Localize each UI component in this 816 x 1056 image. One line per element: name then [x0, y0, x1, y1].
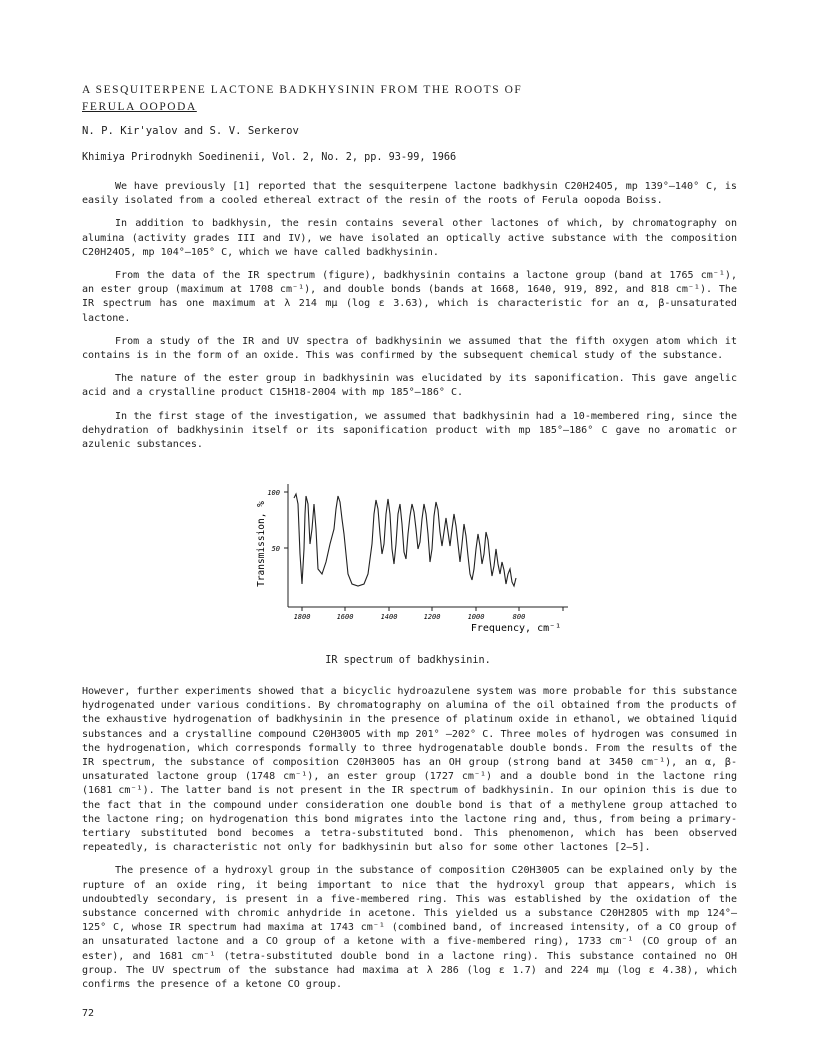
y-axis-label: Transmission, %	[256, 501, 267, 587]
x-axis	[288, 607, 568, 634]
x-tick-label: 1200	[423, 613, 441, 621]
title-line-1: A SESQUITERPENE LACTONE BADKHYSININ FROM THE ROOTS OF	[82, 84, 523, 96]
paragraph: We have previously [1] reported that the sesquiterpene lactone badkhysin C20H24O5, mp 139°–140° C, is easily isolated from a cooled ethereal extract of the resin of the roots of Ferula oopoda Boiss.	[82, 181, 737, 207]
paragraph: However, further experiments showed that a bicyclic hydroazulene system was more probable for this substance hydrogenated under various conditions. By chromatography on alumina of the oil obtained from the products of the exhaustive hydrogenation of badkhysinin in the presence of platinum oxide in ethanol, we obtained liquid substances and a crystalline compound C20H30O5 with mp 201° –202° C. Three moles of hydrogen was consumed in the hydrogenation, which corresponds formally to three hydrogenatable double bonds. From the results of the IR spectrum, the substance of composition C20H30O5 has an OH group (strong band at 3450 cm⁻¹), an α, β-unsaturated lactone group (1748 cm⁻¹), an ester group (1727 cm⁻¹) and a double bond in the lactone ring (1681 cm⁻¹). The latter band is not present in the IR spectrum of badkhysinin. In our opinion this is due to the fact that in the compound under consideration one double bond is that of a methylene group attached to the lactone ring; on hydrogenation this bond migrates into the lactone ring and, thus, from being a primary-tertiary substituted bond becomes a tetra-substituted bond. This phenomenon, which has been observed repeatedly, is characteristic not only for badkhysinin but also for some other lactones [2–5].	[82, 686, 737, 854]
paragraph: From the data of the IR spectrum (figure), badkhysinin contains a lactone group (band at 1765 cm⁻¹), an ester group (maximum at 1708 cm⁻¹), and double bonds (bands at 1668, 1640, 919, 892, and 818 cm⁻¹). The IR spectrum has one maximum at λ 214 mμ (log ε 3.63), which is characteristic for an α, β-unsaturated lactone.	[82, 270, 737, 324]
title-line-2: FERULA OOPODA	[82, 101, 197, 113]
body-text-bottom	[82, 685, 737, 1001]
authors: N. P. Kir'yalov and S. V. Serkerov	[82, 125, 299, 137]
y-axis	[256, 484, 288, 607]
x-tick-label: 1800	[293, 613, 311, 621]
paragraph: The presence of a hydroxyl group in the substance of composition C20H30O5 can be explained only by the rupture of an oxide ring, it being important to nice that the hydroxyl group that appears, which is undoubtedly secondary, is present in a five-membered ring. This was established by the oxidation of the substance concerned with chromic anhydride in acetone. This yielded us a substance C20H28O5 with mp 124°–125° C, whose IR spectrum had maxima at 1743 cm⁻¹ (combined band, of increased intensity, of a CO group of an unsaturated lactone and a CO group of a ketone with a five-membered ring), 1733 cm⁻¹ (CO group of an ester), and 1681 cm⁻¹ (tetra-substituted double bond in a lactone ring). This substance contained no OH group. The UV spectrum of the substance had maxima at λ 286 (log ε 1.7) and 224 mμ (log ε 4.38), which confirms the presence of a ketone CO group.	[82, 865, 737, 991]
x-tick-label: 1600	[336, 613, 354, 621]
paragraph: In addition to badkhysin, the resin contains several other lactones of which, by chromatography on alumina (activity grades III and IV), we have isolated an optically active substance with the composition C20H24O5, mp 104°–105° C, which we have called badkhysinin.	[82, 218, 737, 258]
figure-caption: IR spectrum of badkhysinin.	[325, 655, 491, 666]
article-title	[82, 82, 602, 116]
body-text-top	[82, 180, 737, 461]
spectrum-trace	[294, 494, 516, 586]
x-tick-label: 1000	[467, 613, 485, 621]
paragraph: In the first stage of the investigation, we assumed that badkhysinin had a 10-membered ring, since the dehydration of badkhysinin itself or its saponification product with mp 185°–186° C gave no aromatic or azulenic substances.	[82, 410, 737, 451]
page-number: 72	[82, 1008, 95, 1019]
x-tick-label: 800	[512, 613, 526, 621]
ir-spectrum-figure	[248, 474, 578, 639]
x-tick-label: 1400	[380, 613, 398, 621]
paragraph: The nature of the ester group in badkhysinin was elucidated by its saponification. This gave angelic acid and a crystalline product C15H18-20O4 with mp 185°–186° C.	[82, 373, 737, 399]
y-tick-50: 50	[271, 545, 280, 553]
x-axis-label: Frequency, cm⁻¹	[470, 623, 562, 634]
y-tick-100: 100	[267, 489, 280, 497]
paragraph: From a study of the IR and UV spectra of badkhysinin we assumed that the fifth oxygen atom which it contains is in the form of an oxide. This was confirmed by the subsequent chemical study of the substance.	[82, 335, 737, 362]
journal-citation: Khimiya Prirodnykh Soedinenii, Vol. 2, No. 2, pp. 93-99, 1966	[82, 152, 457, 163]
